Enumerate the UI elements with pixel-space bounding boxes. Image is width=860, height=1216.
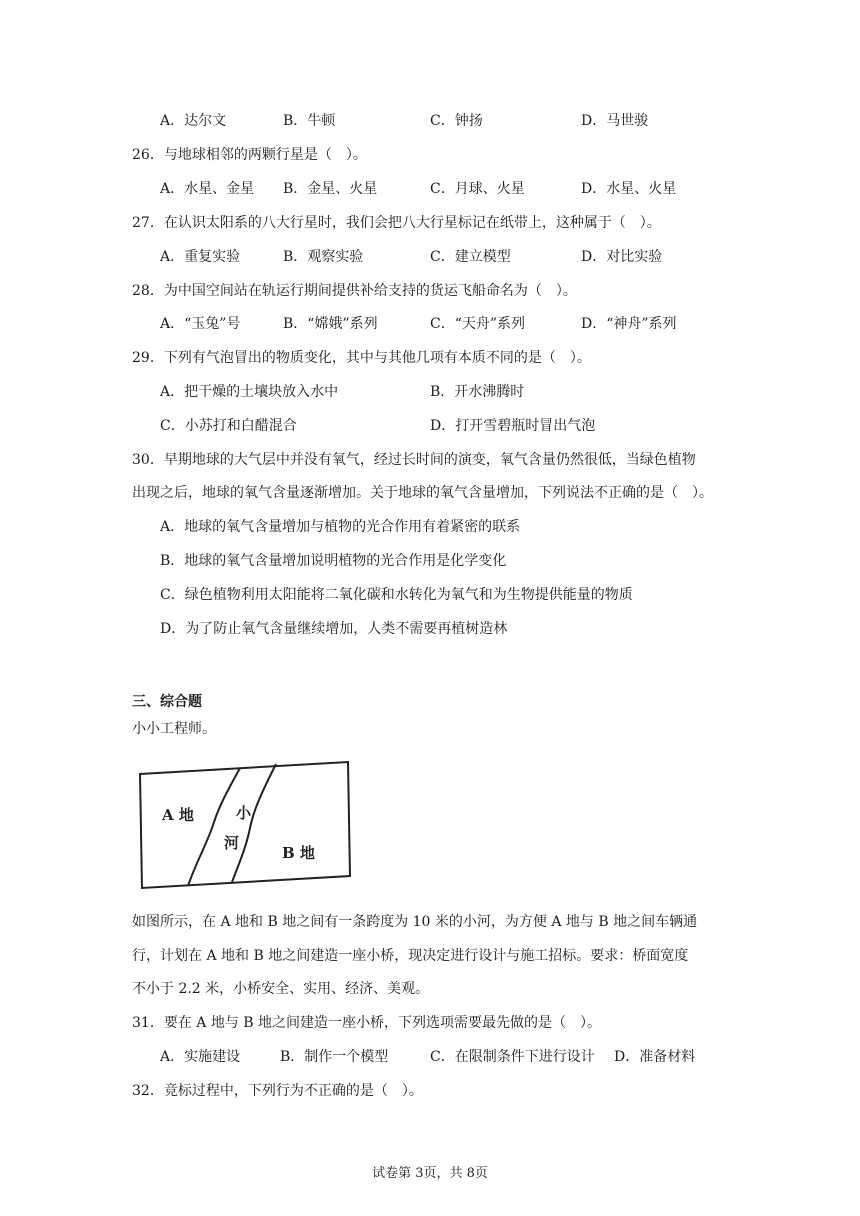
q28-option-d: D．“神舟”系列 bbox=[581, 316, 677, 332]
label-b: B 地 bbox=[282, 844, 315, 862]
q29-option-b: B．开水沸腾时 bbox=[430, 384, 525, 400]
q29-stem: 29．下列有气泡冒出的物质变化，其中与其他几项有本质不同的是（ ）。 bbox=[132, 350, 591, 366]
label-a: A 地 bbox=[162, 806, 194, 824]
q29-option-a: A．把干燥的土壤块放入水中 bbox=[160, 384, 339, 400]
q25-option-d: D．马世骏 bbox=[581, 113, 649, 129]
q26-option-a: A．水星、金星 bbox=[160, 181, 255, 197]
river-bank-right bbox=[232, 764, 276, 882]
q26-option-b: B．金星、火星 bbox=[283, 181, 378, 197]
q28-stem: 28．为中国空间站在轨运行期间提供补给支持的货运飞船命名为（ ）。 bbox=[132, 283, 577, 299]
q31-option-c: C．在限制条件下进行设计 bbox=[430, 1049, 595, 1065]
q31-option-b: B．制作一个模型 bbox=[280, 1049, 389, 1065]
q27-stem: 27．在认识太阳系的八大行星时，我们会把八大行星标记在纸带上，这种属于（ ）。 bbox=[132, 215, 661, 231]
q30-option-b: B．地球的氧气含量增加说明植物的光合作用是化学变化 bbox=[160, 553, 507, 569]
label-river-2: 河 bbox=[224, 834, 240, 852]
q29-option-c: C．小苏打和白醋混合 bbox=[160, 418, 297, 434]
q29-option-d: D．打开雪碧瓶时冒出气泡 bbox=[430, 418, 596, 434]
q30-stem-line1: 30．早期地球的大气层中并没有氧气，经过长时间的演变，氧气含量仍然很低，当绿色植物 bbox=[132, 452, 696, 468]
q32-stem: 32．竞标过程中，下列行为不正确的是（ ）。 bbox=[132, 1083, 423, 1099]
q30-option-a: A．地球的氧气含量增加与植物的光合作用有着紧密的联系 bbox=[160, 519, 521, 535]
q30-option-c: C．绿色植物利用太阳能将二氧化碳和水转化为氧气和为生物提供能量的物质 bbox=[160, 587, 633, 603]
section-intro: 小小工程师。 bbox=[132, 721, 216, 737]
passage-line1: 如图所示，在 A 地和 B 地之间有一条跨度为 10 米的小河，为方便 A 地与 B 地之间车辆通 bbox=[132, 914, 698, 930]
q25-option-c: C．钟扬 bbox=[430, 113, 483, 129]
q27-option-d: D．对比实验 bbox=[581, 249, 663, 265]
q28-option-b: B．“嫦娥”系列 bbox=[283, 316, 378, 332]
q30-stem-line2: 出现之后，地球的氧气含量逐渐增加。关于地球的氧气含量增加，下列说法不正确的是（ ）。 bbox=[132, 485, 713, 501]
q25-option-b: B．牛顿 bbox=[283, 113, 336, 129]
river-map-figure bbox=[136, 758, 352, 894]
passage-line3: 不小于 2.2 米，小桥安全、实用、经济、美观。 bbox=[132, 981, 430, 997]
q28-option-c: C．“天舟”系列 bbox=[430, 316, 526, 332]
q31-option-a: A．实施建设 bbox=[160, 1049, 241, 1065]
q27-option-a: A．重复实验 bbox=[160, 249, 241, 265]
q25-option-a: A．达尔文 bbox=[160, 113, 227, 129]
q26-option-c: C．月球、火星 bbox=[430, 181, 525, 197]
q26-stem: 26．与地球相邻的两颗行星是（ ）。 bbox=[132, 147, 367, 163]
q26-option-d: D．水星、火星 bbox=[581, 181, 677, 197]
label-river-1: 小 bbox=[236, 804, 252, 822]
q28-option-a: A．“玉兔”号 bbox=[160, 316, 241, 332]
page-footer: 试卷第 3页，共 8页 bbox=[372, 1166, 488, 1181]
q27-option-b: B．观察实验 bbox=[283, 249, 364, 265]
river-bank-left bbox=[188, 768, 240, 886]
q27-option-c: C．建立模型 bbox=[430, 249, 511, 265]
q31-stem: 31．要在 A 地与 B 地之间建造一座小桥，下列选项需要最先做的是（ ）。 bbox=[132, 1015, 602, 1031]
q31-option-d: D．准备材料 bbox=[614, 1049, 696, 1065]
map-frame bbox=[140, 762, 350, 888]
passage-line2: 行，计划在 A 地和 B 地之间建造一座小桥，现决定进行设计与施工招标。要求：桥面宽度 bbox=[132, 948, 689, 964]
q30-option-d: D．为了防止氧气含量继续增加，人类不需要再植树造林 bbox=[160, 621, 508, 637]
section-title: 三、综合题 bbox=[132, 694, 202, 710]
